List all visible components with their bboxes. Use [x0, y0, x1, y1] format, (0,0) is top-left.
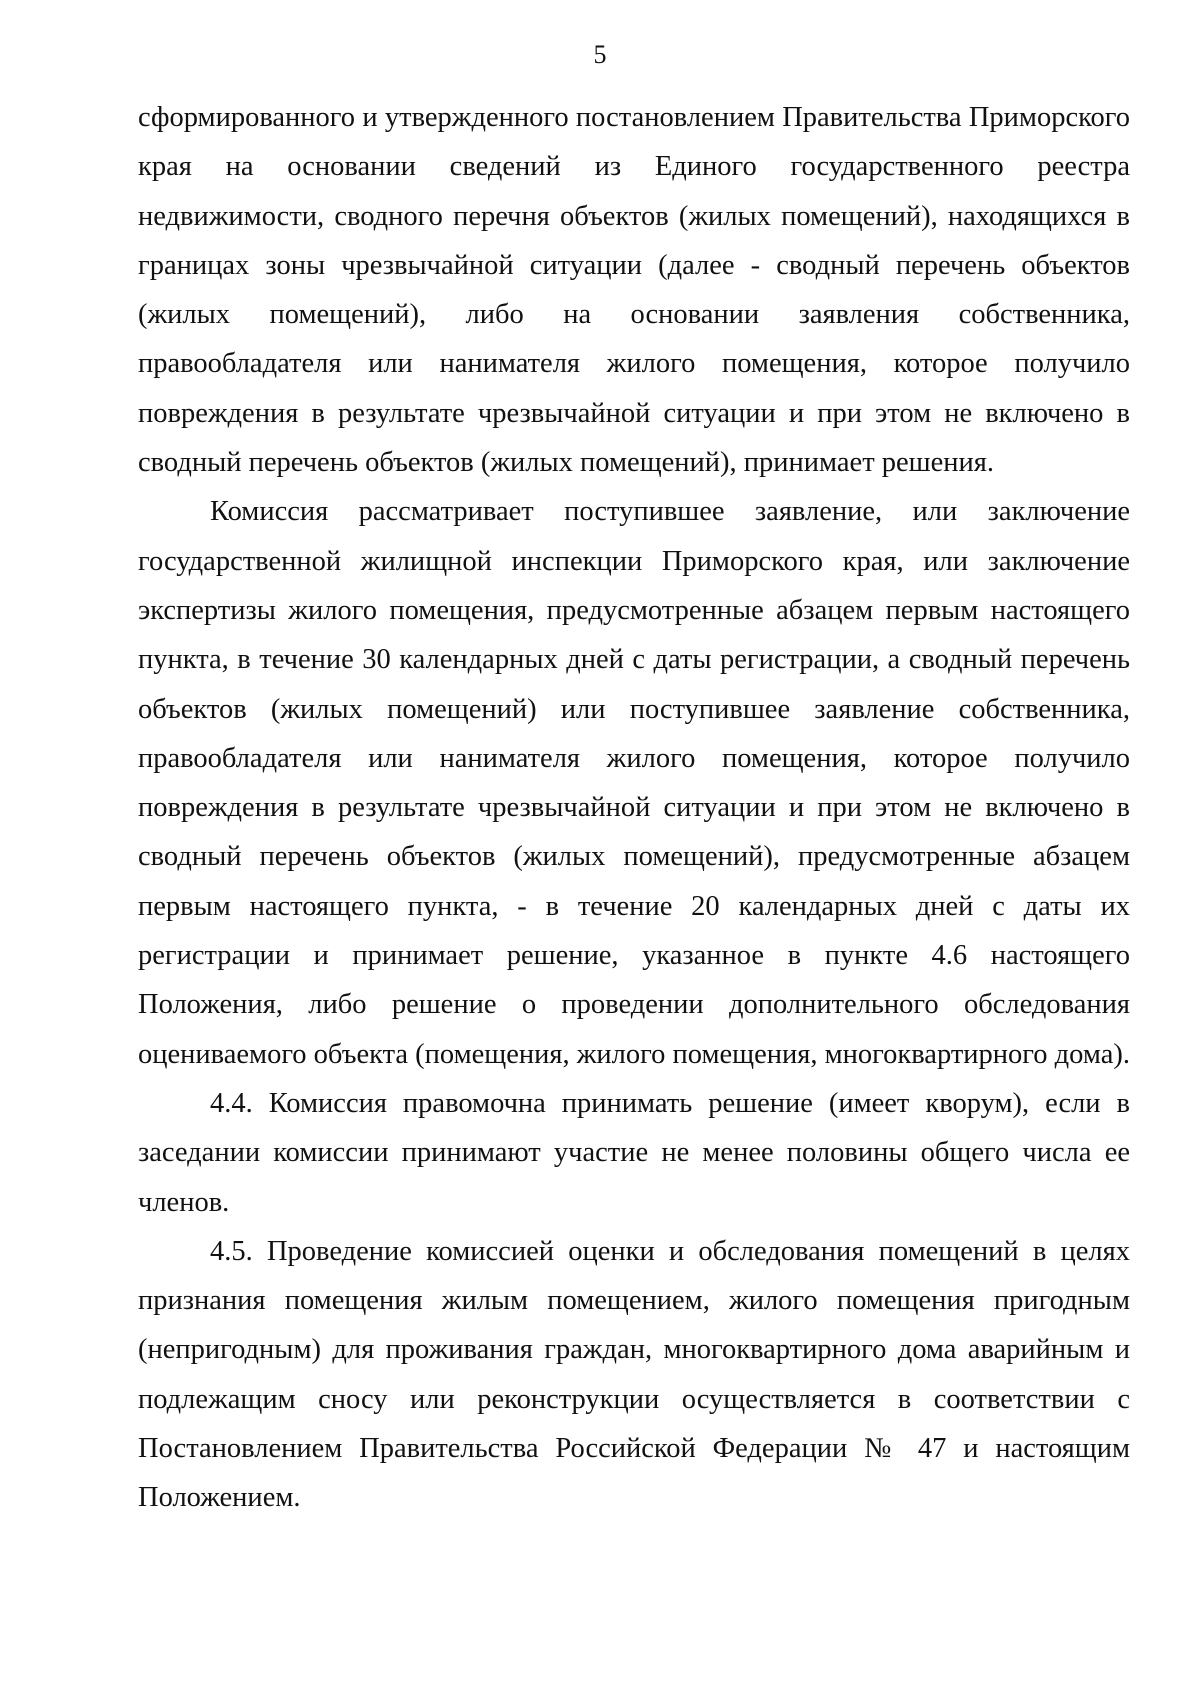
- paragraph-commission-review: Комиссия рассматривает поступившее заявление, или заключение государственной жилищной инспекции Приморского края, или заключение экспертизы жилого помещения, предусмотренные абзацем первым настоящего пункта, в течение 30 календарных дней с даты регистрации, а сводный перечень объектов (жилых помещений) или поступившее заявление собственника, правообладателя или нанимателя жилого помещения, которое получило повреждения в результате чрезвычайной ситуации и при этом не включено в сводный перечень объектов (жилых помещений), предусмотренные абзацем первым настоящего пункта, - в течение 20 календарных дней с даты их регистрации и принимает решение, указанное в пункте 4.6 настоящего Положения, либо решение о проведении дополнительного обследования оцениваемого объекта (помещения, жилого помещения, многоквартирного дома).: [138, 496, 1130, 1070]
- paragraph-item-4-4: 4.4. Комиссия правомочна принимать решение (имеет кворум), если в заседании комиссии принимают участие не менее половины общего числа ее членов.: [138, 1087, 1130, 1218]
- paragraph-item-4-5: 4.5. Проведение комиссией оценки и обследования помещений в целях признания помещения жилым помещением, жилого помещения пригодным (непригодным) для проживания граждан, многоквартирного дома аварийным и подлежащим сносу или реконструкции осуществляется в соответствии с Постановлением Правительства Российской Федерации № 47 и настоящим Положением.: [138, 1235, 1130, 1514]
- document-body: [138, 93, 1130, 1523]
- page-number: 5: [593, 40, 607, 69]
- paragraph-continuation: сформированного и утвержденного постановлением Правительства Приморского края на основании сведений из Единого государственного реестра недвижимости, сводного перечня объектов (жилых помещений), находящихся в границах зоны чрезвычайной ситуации (далее - сводный перечень объектов (жилых помещений), либо на основании заявления собственника, правообладателя или нанимателя жилого помещения, которое получило повреждения в результате чрезвычайной ситуации и при этом не включено в сводный перечень объектов (жилых помещений), принимает решения.: [138, 102, 1130, 479]
